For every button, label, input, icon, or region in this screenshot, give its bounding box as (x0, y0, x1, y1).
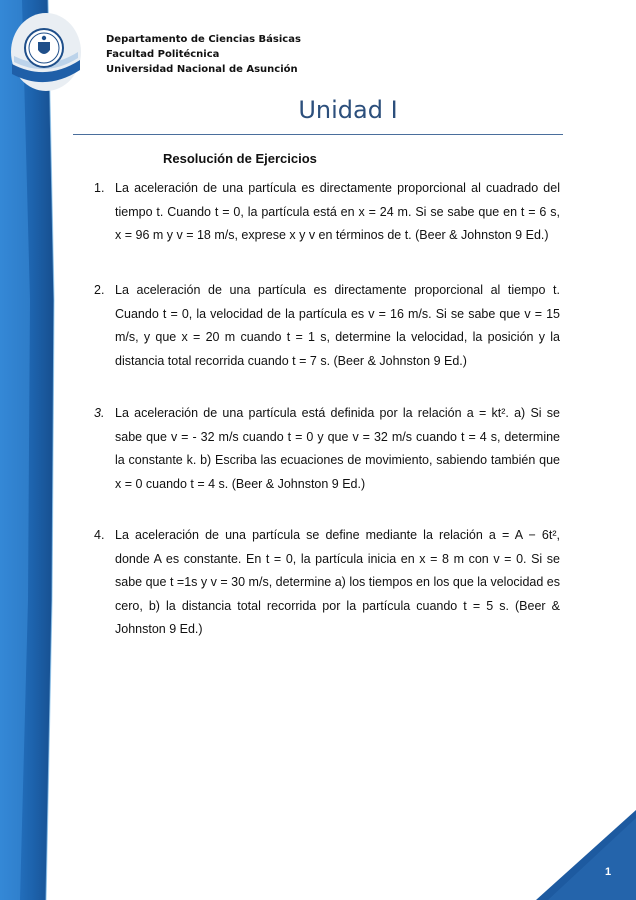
university-logo (10, 12, 82, 94)
exercise-text: La aceleración de una partícula es directamente proporcional al cuadrado del tiempo t. Cuando t = 0, la partícula está en x = 24 m. Si se sabe que en t = 6 s, x = 96 m y v = 18 m/s, exprese x y v en términos de t. (Beer & Johnston 9 Ed.) (115, 181, 560, 242)
exercise-text: La aceleración de una partícula se define mediante la relación a = A − 6t², donde A es constante. En t = 0, la partícula inicia en x = 8 m con v = 0. Si se sabe que t =1s y v = 30 m/s, determine a) los tiempos en los que la velocidad es cero, b) la distancia total recorrida por la partícula cuando t = 5 s. (Beer & Johnston 9 Ed.) (115, 528, 560, 636)
page-title: Unidad I (298, 96, 398, 124)
page-number: 1 (605, 866, 612, 878)
exercise-item (94, 402, 560, 496)
exercise-number: 4. (94, 528, 105, 542)
section-title: Resolución de Ejercicios (163, 151, 317, 166)
exercise-number: 1. (94, 181, 105, 195)
exercise-number: 2. (94, 283, 105, 297)
institution-header (106, 32, 301, 77)
title-divider (73, 134, 563, 135)
header-faculty: Facultad Politécnica (106, 49, 220, 60)
exercise-item (94, 524, 560, 642)
exercise-text: La aceleración de una partícula es directamente proporcional al tiempo t. Cuando t = 0, la velocidad de la partícula es v = 16 m/s. Si se sabe que v = 15 m/s, y que x = 20 m cuando t = 1 s, determine la velocidad, la posición y la distancia total recorrida cuando t = 7 s. (Beer & Johnston 9 Ed.) (115, 283, 560, 368)
decorative-corner-triangle (516, 810, 636, 900)
exercise-item (94, 279, 560, 373)
exercise-text: La aceleración de una partícula está definida por la relación a = kt². a) Si se sabe que v = - 32 m/s cuando t = 0 y que v = 32 m/s cuando t = 4 s, determine la constante k. b) Escriba las ecuaciones de movimiento, sabiendo también que x = 0 cuando t = 4 s. (Beer & Johnston 9 Ed.) (115, 406, 560, 491)
exercise-item (94, 177, 560, 248)
decorative-left-bar (0, 0, 60, 900)
exercise-number: 3. (94, 406, 105, 420)
header-department: Departamento de Ciencias Básicas (106, 34, 301, 45)
header-university: Universidad Nacional de Asunción (106, 64, 298, 75)
